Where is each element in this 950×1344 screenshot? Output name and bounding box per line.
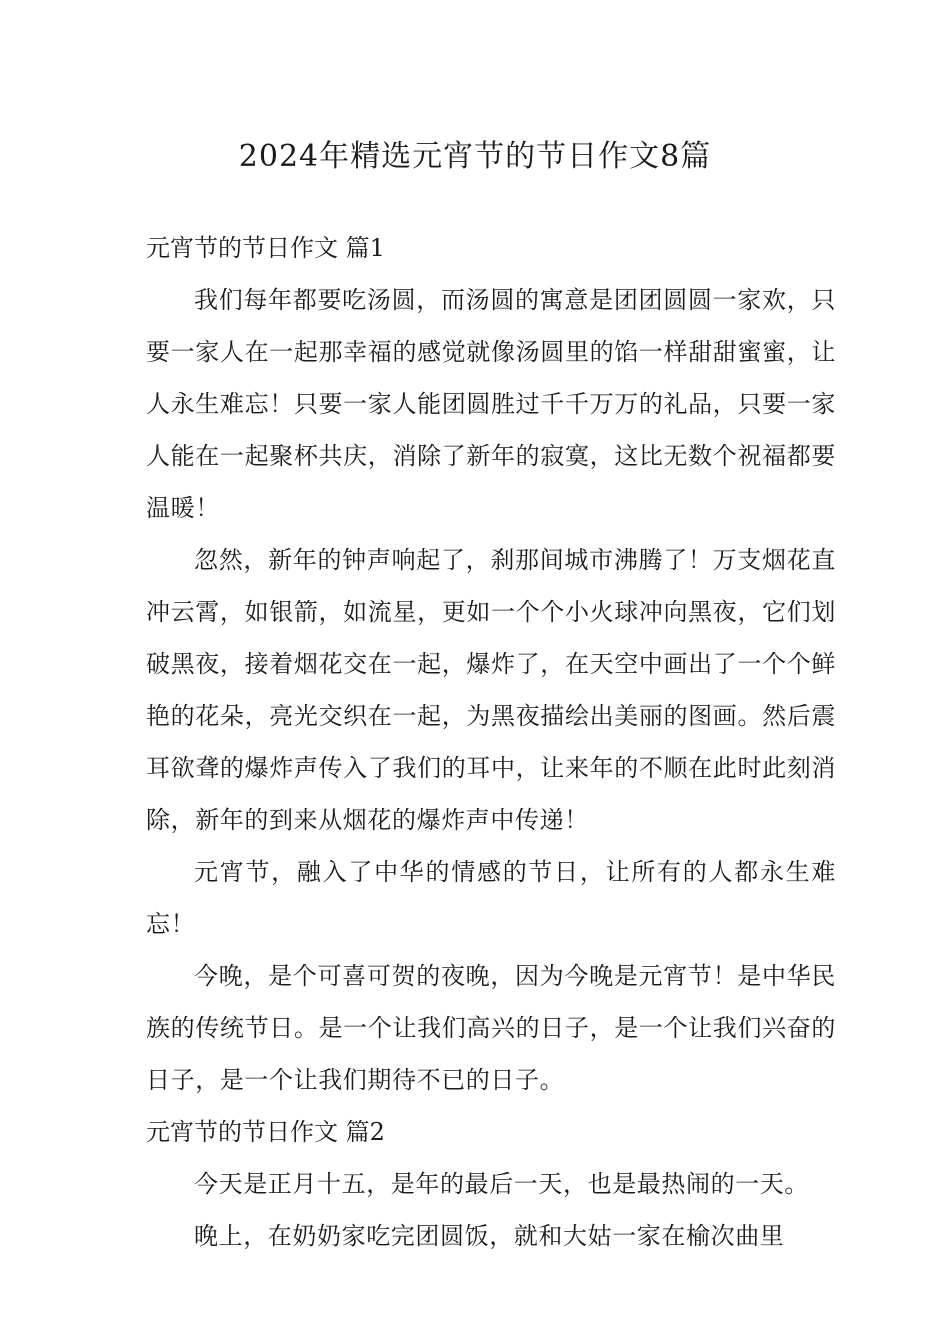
- paragraph: 我们每年都要吃汤圆，而汤圆的寓意是团团圆圆一家欢，只要一家人在一起那幸福的感觉就像汤圆里的馅一样甜甜蜜蜜，让人永生难忘！只要一家人能团圆胜过千千万万的礼品，只要一家人能在一起聚杯共庆，消除了新年的寂寞，这比无数个祝福都要温暖！: [146, 286, 836, 522]
- document-body: [146, 222, 836, 1262]
- section-2: [146, 1106, 836, 1262]
- section-heading: 元宵节的节日作文 篇1: [146, 234, 385, 262]
- document-title: 2024年精选元宵节的节日作文8篇: [238, 139, 712, 174]
- paragraph: 今天是正月十五，是年的最后一天，也是最热闹的一天。: [194, 1170, 809, 1198]
- section-heading: 元宵节的节日作文 篇2: [146, 1118, 385, 1146]
- section-1: [146, 222, 836, 1106]
- paragraph: 今晚，是个可喜可贺的夜晚，因为今晚是元宵节！是中华民族的传统节日。是一个让我们高兴的日子，是一个让我们兴奋的日子，是一个让我们期待不已的日子。: [146, 962, 836, 1094]
- paragraph: 忽然，新年的钟声响起了，刹那间城市沸腾了！万支烟花直冲云霄，如银箭，如流星，更如一个个小火球冲向黑夜，它们划破黑夜，接着烟花交在一起，爆炸了，在天空中画出了一个个鲜艳的花朵，亮光交织在一起，为黑夜描绘出美丽的图画。然后震耳欲聋的爆炸声传入了我们的耳中，让来年的不顺在此时此刻消除，新年的到来从烟花的爆炸声中传递！: [146, 546, 836, 834]
- paragraph: 元宵节，融入了中华的情感的节日，让所有的人都永生难忘！: [146, 858, 836, 938]
- paragraph: 晚上，在奶奶家吃完团圆饭，就和大姑一家在榆次曲里: [194, 1222, 785, 1250]
